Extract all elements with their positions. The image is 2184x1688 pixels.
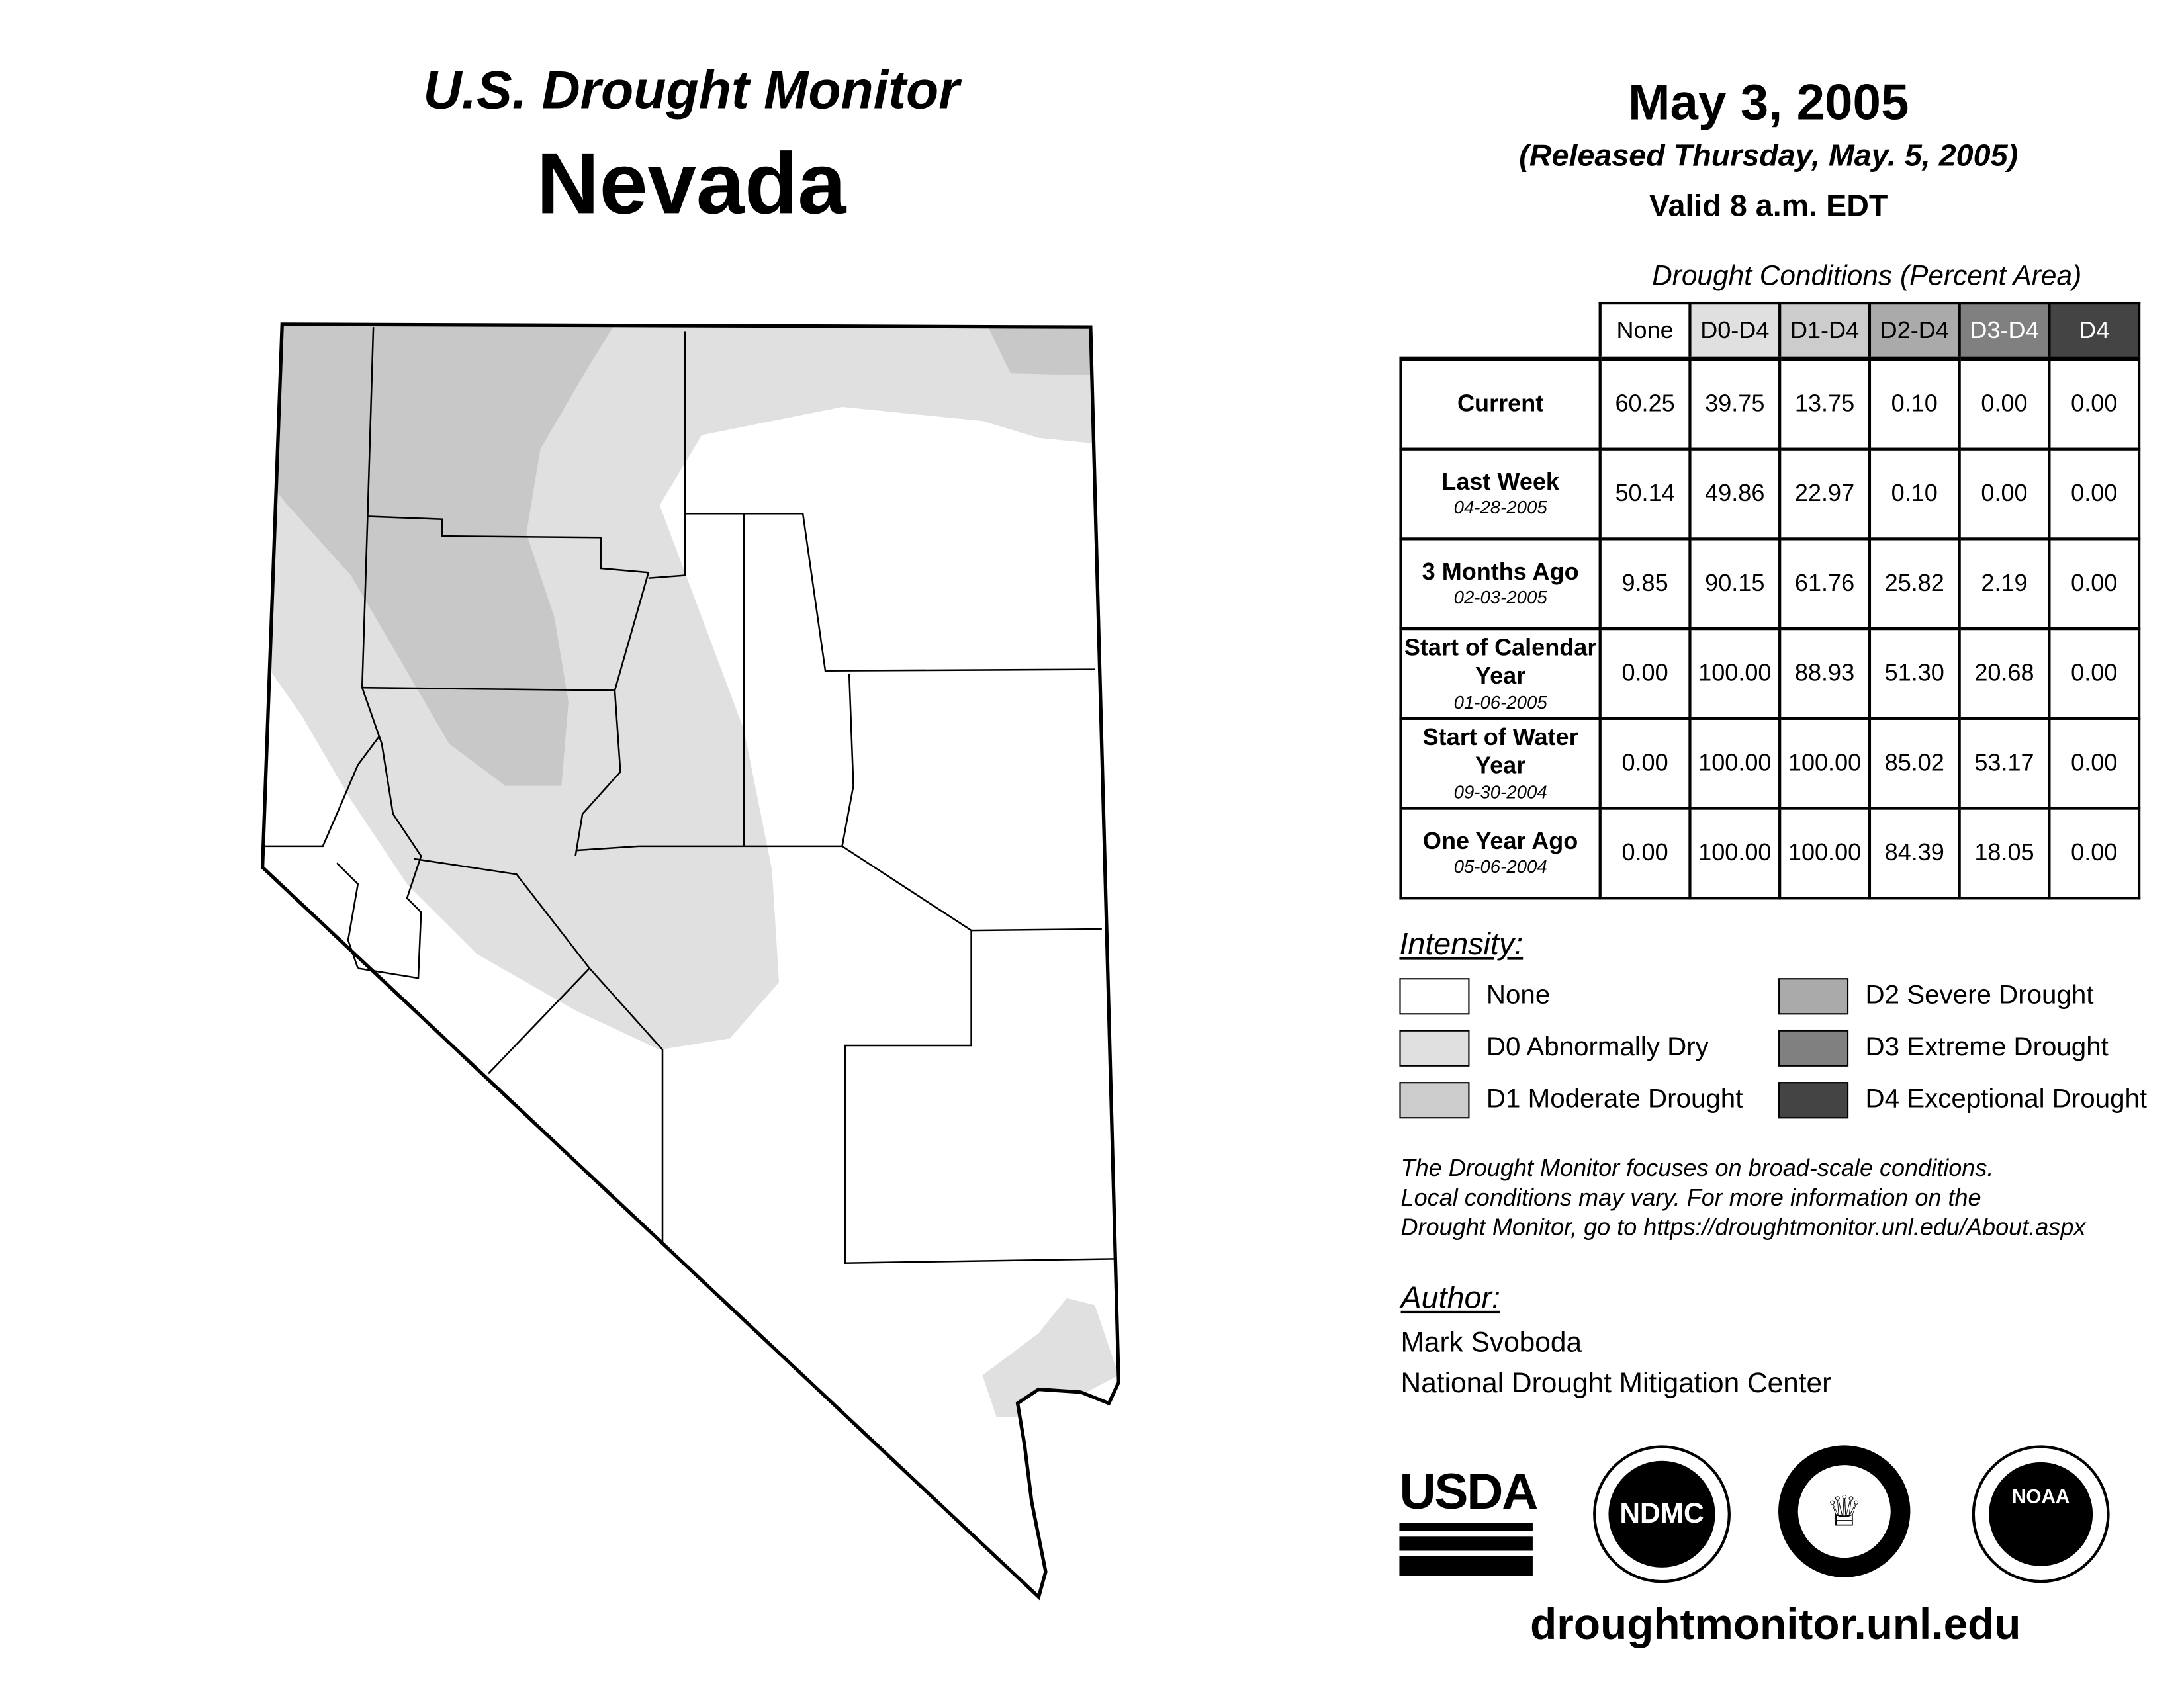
table-cell: 85.02 xyxy=(1870,719,1960,809)
table-cell: 0.00 xyxy=(1600,629,1690,719)
table-cell: 13.75 xyxy=(1780,359,1870,449)
table-cell: 0.00 xyxy=(1600,809,1690,899)
table-cell: 25.82 xyxy=(1870,539,1960,629)
column-header: D4 xyxy=(2049,303,2139,359)
legend-item xyxy=(1778,1082,2147,1118)
usda-logo: USDA xyxy=(1399,1466,1532,1576)
table-cell: 0.10 xyxy=(1870,359,1960,449)
row-label-text: Current xyxy=(1457,390,1544,417)
state-title: Nevada xyxy=(536,136,846,234)
legend-label: D1 Moderate Drought xyxy=(1486,1085,1743,1114)
table-row xyxy=(1401,719,2140,809)
table-row xyxy=(1401,359,2140,449)
legend-swatch xyxy=(1399,1082,1469,1118)
column-header: D3-D4 xyxy=(1960,303,2050,359)
row-label xyxy=(1401,359,1600,449)
table-row xyxy=(1401,809,2140,899)
table-cell: 22.97 xyxy=(1780,449,1870,539)
row-label-text: Start of Calendar Year xyxy=(1404,634,1597,689)
table-caption: Drought Conditions (Percent Area) xyxy=(1652,261,2082,292)
table-cell: 9.85 xyxy=(1600,539,1690,629)
table-cell: 2.19 xyxy=(1960,539,2050,629)
author-heading: Author: xyxy=(1400,1280,1501,1315)
table-cell: 90.15 xyxy=(1690,539,1780,629)
legend-label: D3 Extreme Drought xyxy=(1865,1032,2109,1063)
table-cell: 20.68 xyxy=(1960,629,2050,719)
table-cell: 0.00 xyxy=(1600,719,1690,809)
note-line: Local conditions may vary. For more information on the xyxy=(1400,1184,1981,1212)
legend-title: Intensity: xyxy=(1399,926,1524,961)
row-date: 04-28-2005 xyxy=(1453,497,1547,519)
legend-item xyxy=(1399,978,1550,1014)
table-cell: 18.05 xyxy=(1960,809,2050,899)
row-label xyxy=(1401,809,1600,899)
department-of-commerce-seal: ♕ xyxy=(1778,1445,1910,1577)
row-label-text: Last Week xyxy=(1441,468,1559,496)
table-cell: 0.00 xyxy=(2049,809,2139,899)
row-label-text: Start of Water Year xyxy=(1422,723,1578,779)
ndmc-logo: NDMC xyxy=(1593,1445,1731,1583)
row-date: 05-06-2004 xyxy=(1453,856,1547,878)
table-cell: 0.00 xyxy=(2049,449,2139,539)
table-cell: 84.39 xyxy=(1870,809,1960,899)
note-line: Drought Monitor, go to https://droughtmonitor.unl.edu/About.aspx xyxy=(1400,1214,2086,1241)
disclaimer-note xyxy=(1401,1153,2184,1242)
row-date: 09-30-2004 xyxy=(1453,781,1547,803)
row-label xyxy=(1401,539,1600,629)
table-cell: 53.17 xyxy=(1960,719,2050,809)
author-name: Mark Svoboda xyxy=(1400,1327,1582,1358)
table-cell: 0.00 xyxy=(1960,449,2050,539)
column-header: D1-D4 xyxy=(1780,303,1870,359)
table-cell: 100.00 xyxy=(1690,719,1780,809)
legend-swatch xyxy=(1778,1082,1848,1118)
release-date: (Released Thursday, May. 5, 2005) xyxy=(1519,137,2019,173)
table-cell: 0.00 xyxy=(2049,359,2139,449)
table-cell: 50.14 xyxy=(1600,449,1690,539)
row-date: 02-03-2005 xyxy=(1453,587,1547,609)
table-row xyxy=(1401,629,2140,719)
table-cell: 100.00 xyxy=(1690,809,1780,899)
table-cell: 0.00 xyxy=(2049,539,2139,629)
table-row xyxy=(1401,539,2140,629)
row-label xyxy=(1401,719,1600,809)
legend-label: D0 Abnormally Dry xyxy=(1486,1032,1709,1063)
legend-item xyxy=(1778,978,2093,1014)
map-date: May 3, 2005 xyxy=(1627,73,1909,131)
table-cell: 88.93 xyxy=(1780,629,1870,719)
table-cell: 100.00 xyxy=(1780,809,1870,899)
column-header: None xyxy=(1600,303,1690,359)
table-cell: 0.00 xyxy=(2049,719,2139,809)
product-title: U.S. Drought Monitor xyxy=(423,62,960,121)
row-label xyxy=(1401,629,1600,719)
legend-label: D2 Severe Drought xyxy=(1865,981,2094,1010)
row-label-text: One Year Ago xyxy=(1422,828,1578,855)
table-cell: 60.25 xyxy=(1600,359,1690,449)
legend-swatch xyxy=(1778,978,1848,1014)
row-date: 01-06-2005 xyxy=(1453,691,1547,713)
legend-swatch xyxy=(1399,978,1469,1014)
table-cell: 0.00 xyxy=(1960,359,2050,449)
table-cell: 49.86 xyxy=(1690,449,1780,539)
table-cell: 0.00 xyxy=(2049,629,2139,719)
legend-item xyxy=(1399,1030,1708,1067)
legend-item xyxy=(1778,1030,2109,1067)
table-cell: 51.30 xyxy=(1870,629,1960,719)
legend-swatch xyxy=(1399,1030,1469,1067)
legend-item xyxy=(1399,1082,1743,1118)
row-label-text: 3 Months Ago xyxy=(1422,558,1579,586)
drought-conditions-table xyxy=(1399,302,2140,899)
table-cell: 100.00 xyxy=(1780,719,1870,809)
column-header: D0-D4 xyxy=(1690,303,1780,359)
note-line: The Drought Monitor focuses on broad-scale conditions. xyxy=(1400,1155,1994,1182)
noaa-logo: NOAA xyxy=(1972,1445,2110,1583)
table-row xyxy=(1401,449,2140,539)
legend-label: None xyxy=(1486,981,1551,1010)
table-cell: 61.76 xyxy=(1780,539,1870,629)
row-label xyxy=(1401,449,1600,539)
author-org: National Drought Mitigation Center xyxy=(1400,1368,1832,1399)
table-cell: 100.00 xyxy=(1690,629,1780,719)
valid-time: Valid 8 a.m. EDT xyxy=(1649,188,1888,224)
legend-label: D4 Exceptional Drought xyxy=(1865,1085,2148,1114)
legend-swatch xyxy=(1778,1030,1848,1067)
table-cell: 0.10 xyxy=(1870,449,1960,539)
website-url[interactable]: droughtmonitor.unl.edu xyxy=(1530,1599,2021,1649)
table-cell: 39.75 xyxy=(1690,359,1780,449)
column-header: D2-D4 xyxy=(1870,303,1960,359)
